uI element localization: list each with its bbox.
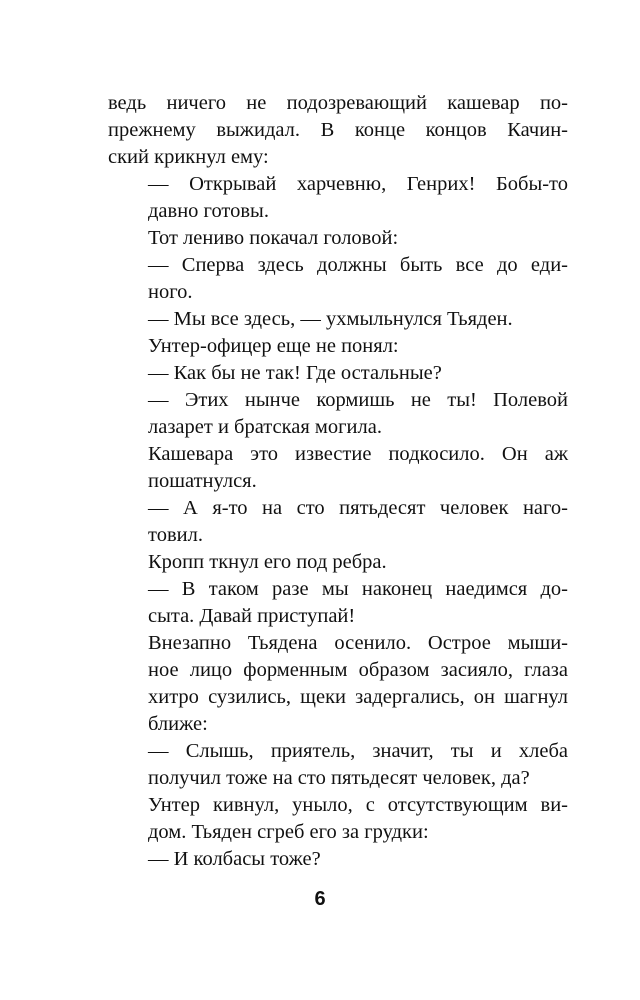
paragraph bbox=[108, 90, 568, 171]
text-line: ский крикнул ему: bbox=[108, 146, 269, 168]
text-line: ближе: bbox=[148, 713, 208, 735]
text-line: товил. bbox=[148, 524, 203, 546]
text-line: Унтер кивнул, уныло, с отсутствующим ви- bbox=[148, 794, 568, 816]
text-line: давно готовы. bbox=[148, 200, 269, 222]
paragraph bbox=[108, 792, 568, 846]
text-line: ведь ничего не подозревающий кашевар по- bbox=[108, 92, 568, 114]
text-line: ное лицо форменным образом засияло, глаза bbox=[148, 659, 568, 681]
text-line: лазарет и братская могила. bbox=[148, 416, 382, 438]
paragraph bbox=[108, 630, 568, 738]
paragraph bbox=[108, 333, 568, 360]
text-line: дом. Тьяден сгреб его за грудки: bbox=[148, 821, 429, 843]
text-line: — Мы все здесь, — ухмыльнулся Тьяден. bbox=[148, 308, 513, 330]
text-line: Кропп ткнул его под ребра. bbox=[148, 551, 387, 573]
text-line: — Как бы не так! Где остальные? bbox=[148, 362, 442, 384]
text-line: пошатнулся. bbox=[148, 470, 257, 492]
paragraph bbox=[108, 846, 568, 873]
paragraph bbox=[108, 306, 568, 333]
paragraph bbox=[108, 738, 568, 792]
paragraph bbox=[108, 225, 568, 252]
paragraph bbox=[108, 387, 568, 441]
text-line: — И колбасы тоже? bbox=[148, 848, 321, 870]
text-line: — Этих нынче кормишь не ты! Полевой bbox=[148, 389, 568, 411]
paragraph bbox=[108, 252, 568, 306]
text-line: — Слышь, приятель, значит, ты и хлеба bbox=[148, 740, 568, 762]
text-line: сыта. Давай приступай! bbox=[148, 605, 356, 627]
text-line: — Сперва здесь должны быть все до еди- bbox=[148, 254, 568, 276]
text-line: Кашевара это известие подкосило. Он аж bbox=[148, 443, 568, 465]
text-line: хитро сузились, щеки задергались, он шагнул bbox=[148, 686, 568, 708]
text-line: Унтер-офицер еще не понял: bbox=[148, 335, 399, 357]
text-line: — А я-то на сто пятьдесят человек наго- bbox=[148, 497, 568, 519]
text-line: ного. bbox=[148, 281, 193, 303]
paragraph bbox=[108, 171, 568, 225]
paragraph bbox=[108, 549, 568, 576]
paragraph bbox=[108, 360, 568, 387]
book-page-text bbox=[108, 90, 568, 873]
text-line: Внезапно Тьядена осенило. Острое мыши- bbox=[148, 632, 568, 654]
text-line: — В таком разе мы наконец наедимся до- bbox=[148, 578, 568, 600]
text-line: получил тоже на сто пятьдесят человек, да? bbox=[148, 767, 530, 789]
page-number: 6 bbox=[314, 888, 326, 910]
paragraph bbox=[108, 441, 568, 495]
text-line: прежнему выжидал. В конце концов Качин- bbox=[108, 119, 568, 141]
text-line: — Открывай харчевню, Генрих! Бобы-то bbox=[148, 173, 568, 195]
text-line: Тот лениво покачал головой: bbox=[148, 227, 399, 249]
paragraph bbox=[108, 576, 568, 630]
paragraph bbox=[108, 495, 568, 549]
